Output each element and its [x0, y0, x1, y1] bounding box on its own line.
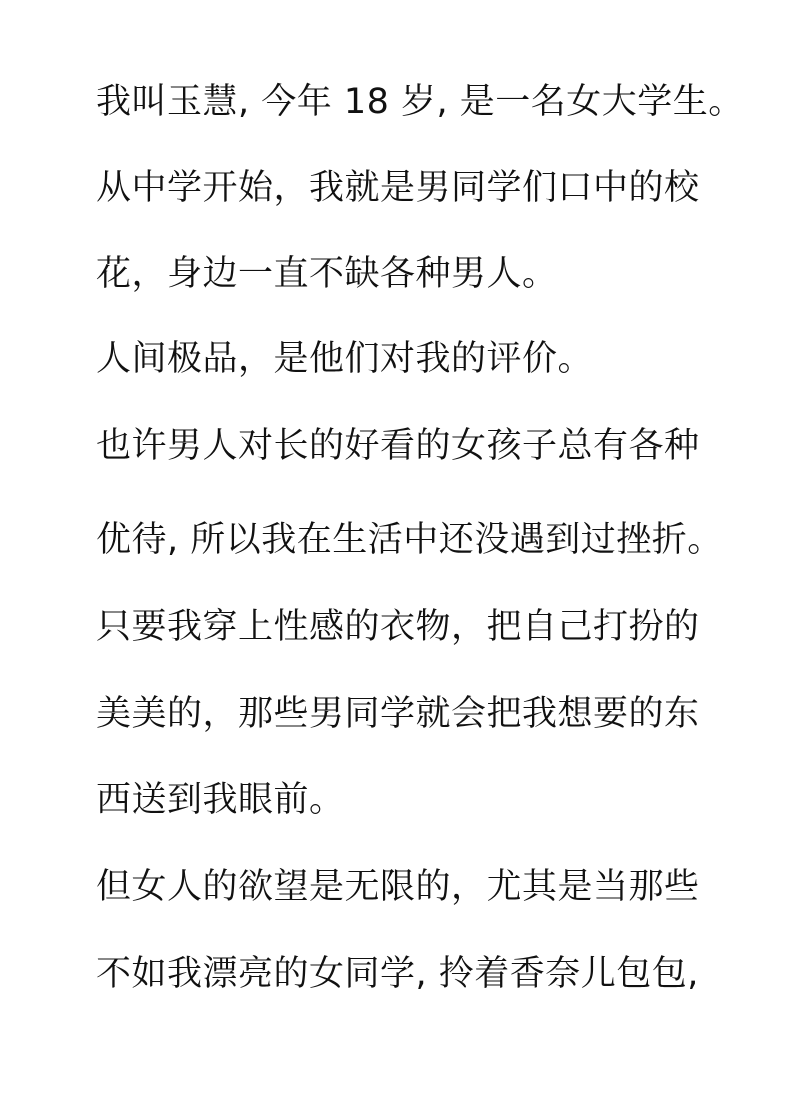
text-line: 只要我穿上性感的衣物，把自己打扮的	[96, 607, 700, 647]
text-line: 也许男人对长的好看的女孩子总有各种	[96, 426, 700, 466]
text-line: 从中学开始，我就是男同学们口中的校	[96, 168, 700, 208]
text-line: 不如我漂亮的女同学, 拎着香奈儿包包,	[96, 954, 699, 994]
text-line: 美美的，那些男同学就会把我想要的东	[96, 694, 700, 734]
text-line: 但女人的欲望是无限的，尤其是当那些	[96, 867, 700, 907]
text-line: 人间极品，是他们对我的评价。	[96, 339, 594, 379]
text-line: 花，身边一直不缺各种男人。	[96, 254, 558, 294]
text-line: 优待, 所以我在生活中还没遇到过挫折。	[96, 520, 723, 560]
text-line: 西送到我眼前。	[96, 780, 345, 820]
text-line: 我叫玉慧, 今年 18 岁, 是一名女大学生。	[96, 82, 744, 122]
